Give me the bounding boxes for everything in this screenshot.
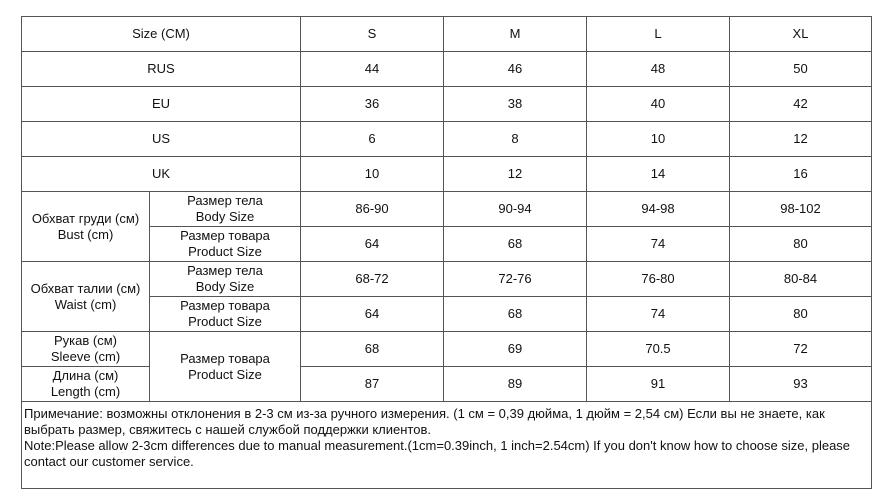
- cell-value: 74: [587, 297, 730, 332]
- cell-value: 8: [444, 122, 587, 157]
- cell-value: 74: [587, 227, 730, 262]
- bust-body-size-label: Размер тела Body Size: [150, 192, 301, 227]
- cell-value: 70.5: [587, 332, 730, 367]
- cell-value: 10: [587, 122, 730, 157]
- conversion-row-rus: [22, 52, 872, 87]
- conversion-row-eu: [22, 87, 872, 122]
- cell-value: 12: [730, 122, 872, 157]
- waist-body-size-label: Размер тела Body Size: [150, 262, 301, 297]
- cell-value: 64: [301, 227, 444, 262]
- bust-product-row: [22, 227, 872, 262]
- cell-value: 36: [301, 87, 444, 122]
- header-size-label: Size (CM): [22, 17, 301, 52]
- row-label: RUS: [22, 52, 301, 87]
- cell-value: 68: [444, 227, 587, 262]
- cell-value: 42: [730, 87, 872, 122]
- cell-value: 94-98: [587, 192, 730, 227]
- conversion-row-uk: [22, 157, 872, 192]
- cell-value: 91: [587, 367, 730, 402]
- cell-value: 46: [444, 52, 587, 87]
- cell-value: 48: [587, 52, 730, 87]
- note-en: Note:Please allow 2-3cm differences due to manual measurement.(1cm=0.39inch, 1 inch=2.54cm) If you don't know how to choose size, please contact our customer service.: [24, 438, 851, 469]
- cell-value: 16: [730, 157, 872, 192]
- cell-value: 10: [301, 157, 444, 192]
- cell-value: 93: [730, 367, 872, 402]
- cell-value: 89: [444, 367, 587, 402]
- cell-value: 44: [301, 52, 444, 87]
- cell-value: 64: [301, 297, 444, 332]
- cell-value: 38: [444, 87, 587, 122]
- note-ru: Примечание: возможны отклонения в 2-3 см из-за ручного измерения. (1 см = 0,39 дюйма, 1 дюйм = 2,54 см) Если вы не знаете, как выбрать размер, свяжитесь с нашей службой поддержки клиентов.: [24, 406, 825, 437]
- cell-value: 72-76: [444, 262, 587, 297]
- waist-label: Обхват талии (см) Waist (cm): [22, 262, 150, 332]
- sleeve-row: [22, 332, 872, 367]
- waist-product-size-label: Размер товара Product Size: [150, 297, 301, 332]
- cell-value: 69: [444, 332, 587, 367]
- header-size-s: S: [301, 17, 444, 52]
- cell-value: 80: [730, 227, 872, 262]
- note-row: [22, 402, 872, 489]
- length-row: [22, 367, 872, 402]
- cell-value: 14: [587, 157, 730, 192]
- cell-value: 98-102: [730, 192, 872, 227]
- row-label: UK: [22, 157, 301, 192]
- cell-value: 40: [587, 87, 730, 122]
- length-label: Длина (см) Length (cm): [22, 367, 150, 402]
- header-size-m: M: [444, 17, 587, 52]
- cell-value: 90-94: [444, 192, 587, 227]
- bust-label: Обхват груди (см) Bust (cm): [22, 192, 150, 262]
- cell-value: 87: [301, 367, 444, 402]
- row-label: US: [22, 122, 301, 157]
- cell-value: 86-90: [301, 192, 444, 227]
- waist-body-row: [22, 262, 872, 297]
- bust-body-row: [22, 192, 872, 227]
- cell-value: 6: [301, 122, 444, 157]
- waist-product-row: [22, 297, 872, 332]
- header-size-l: L: [587, 17, 730, 52]
- note-cell: [22, 402, 872, 489]
- conversion-row-us: [22, 122, 872, 157]
- sleeve-label: Рукав (см) Sleeve (cm): [22, 332, 150, 367]
- header-size-xl: XL: [730, 17, 872, 52]
- sleeve-length-product-size-label: Размер товара Product Size: [150, 332, 301, 402]
- row-label: EU: [22, 87, 301, 122]
- bust-product-size-label: Размер товара Product Size: [150, 227, 301, 262]
- cell-value: 68-72: [301, 262, 444, 297]
- cell-value: 76-80: [587, 262, 730, 297]
- cell-value: 12: [444, 157, 587, 192]
- cell-value: 80-84: [730, 262, 872, 297]
- cell-value: 50: [730, 52, 872, 87]
- cell-value: 80: [730, 297, 872, 332]
- size-chart-table: [21, 16, 872, 489]
- cell-value: 68: [444, 297, 587, 332]
- header-row: [22, 17, 872, 52]
- cell-value: 72: [730, 332, 872, 367]
- cell-value: 68: [301, 332, 444, 367]
